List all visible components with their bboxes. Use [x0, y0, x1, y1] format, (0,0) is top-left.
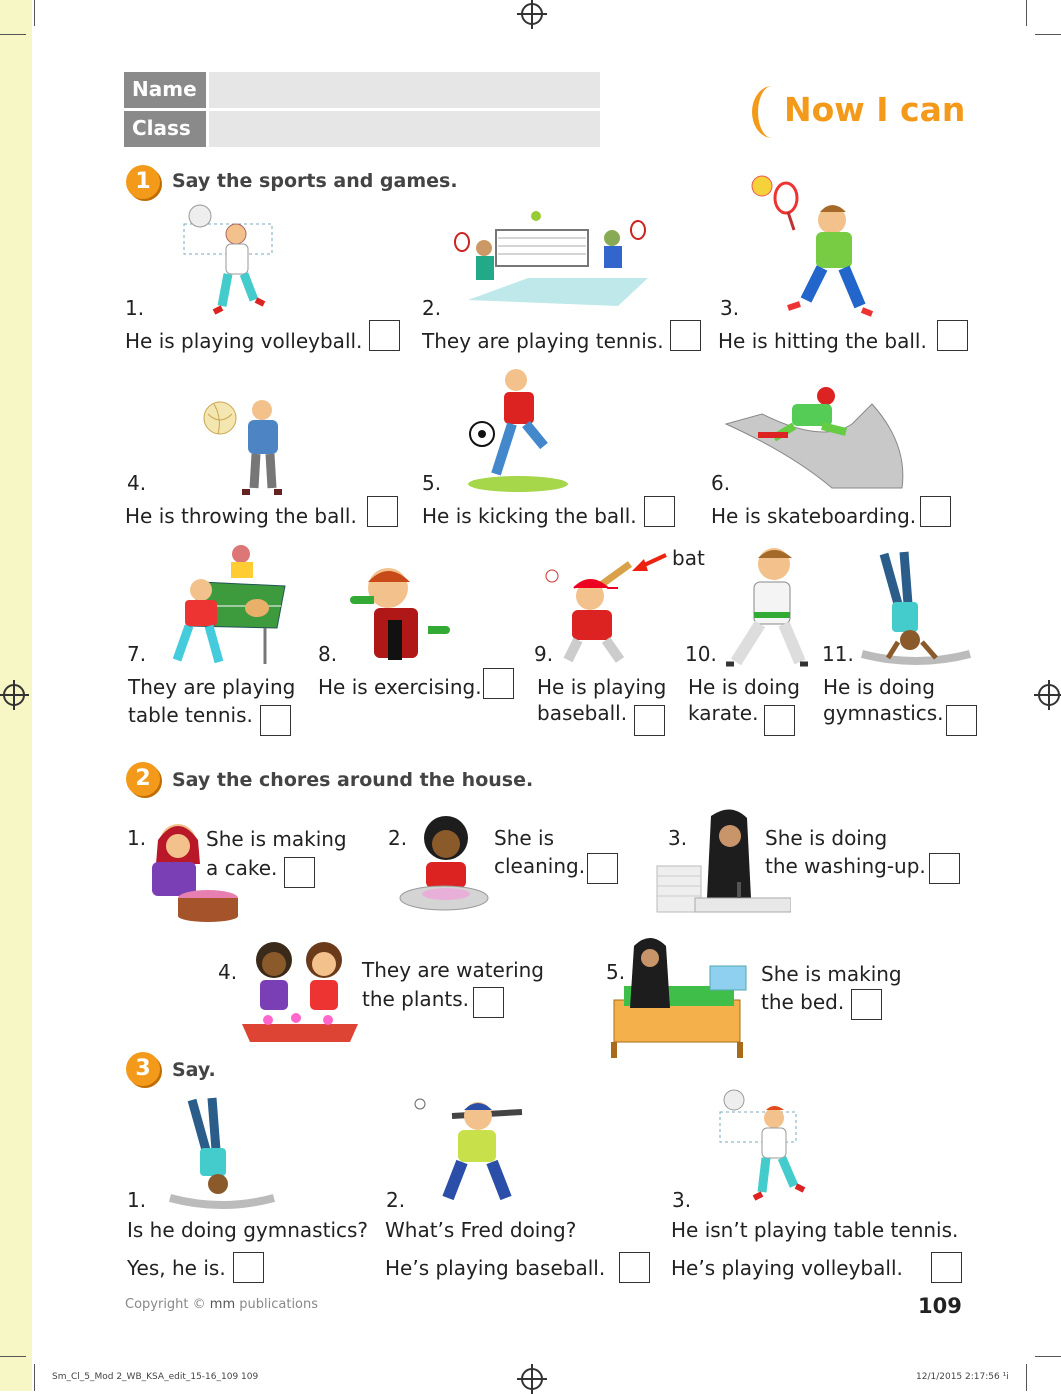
skateboarder-illustration — [722, 384, 912, 496]
s2-item-3-line1: She is doing — [765, 826, 888, 850]
s3-item-1-answer: Yes, he is. — [127, 1256, 226, 1280]
s2-item-4-checkbox[interactable] — [473, 987, 504, 1018]
boy-kicking-ball-illustration — [462, 366, 572, 494]
s2-item-2-line1: She is — [494, 826, 555, 850]
fred-baseball-illustration — [412, 1094, 526, 1210]
s2-item-2-number: 2. — [388, 826, 408, 850]
boy-hitting-ball-illustration — [750, 172, 890, 322]
s2-item-3-number: 3. — [668, 826, 688, 850]
gymnast-illustration — [858, 544, 974, 668]
crop-mark — [0, 34, 26, 35]
s1-item-10-number: 10. — [685, 642, 717, 666]
s3-item-2-answer: He’s playing baseball. — [385, 1256, 606, 1280]
s2-item-5-line1: She is making — [761, 962, 902, 986]
girl-making-bed-illustration — [610, 934, 754, 1060]
registration-mark — [3, 684, 25, 706]
s1-item-6-number: 6. — [711, 471, 731, 495]
s3-item-1-number: 1. — [127, 1188, 147, 1212]
volleyball-player-illustration — [716, 1088, 812, 1206]
s1-item-2-checkbox[interactable] — [670, 320, 701, 351]
s1-item-5-number: 5. — [422, 471, 442, 495]
s1-item-10-line1: He is doing — [688, 675, 800, 699]
s3-item-2-question: What’s Fred doing? — [385, 1218, 577, 1242]
section-2-number: 2 — [126, 762, 160, 796]
now-i-can-title: Now I can — [784, 90, 966, 129]
copyright-suffix: publications — [239, 1297, 319, 1312]
s3-item-1-question: Is he doing gymnastics? — [127, 1218, 369, 1242]
s1-item-5-text: He is kicking the ball. — [422, 504, 637, 528]
page-number: 109 — [918, 1294, 962, 1318]
s1-item-6-checkbox[interactable] — [920, 496, 951, 527]
s1-item-7-line1: They are playing — [128, 675, 296, 699]
crop-mark — [1035, 34, 1061, 35]
s1-item-8-number: 8. — [318, 642, 338, 666]
s1-item-11-number: 11. — [822, 642, 854, 666]
s1-item-2-text: They are playing tennis. — [422, 329, 664, 353]
s2-item-1-line2: a cake. — [206, 856, 278, 880]
s3-item-3-answer: He’s playing volleyball. — [671, 1256, 903, 1280]
name-input[interactable] — [209, 72, 600, 108]
boy-exercising-illustration — [344, 560, 450, 668]
slug-left: Sm_Cl_5_Mod 2_WB_KSA_edit_15-16_109 109 — [52, 1372, 259, 1382]
s1-item-3-number: 3. — [720, 296, 740, 320]
section-1-number: 1 — [126, 165, 160, 199]
crop-mark — [1026, 1364, 1027, 1391]
copyright-brand: mm — [209, 1297, 236, 1312]
s1-item-4-number: 4. — [127, 471, 147, 495]
class-field — [124, 111, 600, 147]
baseball-player-illustration — [540, 560, 644, 664]
s3-item-2-number: 2. — [386, 1188, 406, 1212]
s1-item-9-number: 9. — [534, 642, 554, 666]
s2-item-1-line1: She is making — [206, 827, 347, 851]
slug-right: 12/1/2015 2:17:56 ¹i — [916, 1372, 1009, 1382]
s2-item-2-line2: cleaning. — [494, 854, 586, 878]
karate-boy-illustration — [720, 542, 810, 672]
name-field — [124, 72, 600, 108]
s1-item-5-checkbox[interactable] — [644, 496, 675, 527]
s2-item-4-number: 4. — [218, 960, 238, 984]
section-2-title: Say the chores around the house. — [172, 769, 534, 791]
section-3-title: Say. — [172, 1059, 216, 1081]
s3-item-2-checkbox[interactable] — [619, 1252, 650, 1283]
volleyball-player-illustration — [178, 202, 278, 318]
s1-item-4-checkbox[interactable] — [367, 496, 398, 527]
s2-item-1-number: 1. — [127, 826, 147, 850]
registration-mark — [521, 1368, 543, 1390]
class-label: Class — [124, 111, 206, 147]
gymnast-illustration — [166, 1094, 278, 1212]
s1-item-11-line2: gymnastics. — [823, 701, 944, 725]
registration-mark — [1038, 684, 1060, 706]
s1-item-7-number: 7. — [127, 642, 147, 666]
s3-item-3-checkbox[interactable] — [931, 1252, 962, 1283]
section-3-number: 3 — [126, 1052, 160, 1086]
section-1-title: Say the sports and games. — [172, 170, 458, 192]
s2-item-3-line2: the washing-up. — [765, 854, 926, 878]
s2-item-5-number: 5. — [606, 960, 626, 984]
girl-cleaning-illustration — [398, 812, 494, 912]
s1-item-2-number: 2. — [422, 296, 442, 320]
copyright — [125, 1297, 318, 1312]
s1-item-1-checkbox[interactable] — [369, 320, 400, 351]
s2-item-1-checkbox[interactable] — [284, 857, 315, 888]
crop-mark — [34, 1364, 35, 1391]
s2-item-4-line2: the plants. — [362, 987, 469, 1011]
s2-item-3-checkbox[interactable] — [929, 853, 960, 884]
s3-item-1-checkbox[interactable] — [233, 1252, 264, 1283]
registration-mark — [521, 3, 543, 25]
s1-item-3-checkbox[interactable] — [937, 320, 968, 351]
s1-item-11-checkbox[interactable] — [946, 705, 977, 736]
now-i-can-badge — [752, 84, 982, 144]
copyright-prefix: Copyright © — [125, 1297, 206, 1312]
s2-item-2-checkbox[interactable] — [587, 853, 618, 884]
s1-item-7-checkbox[interactable] — [260, 705, 291, 736]
s1-item-3-text: He is hitting the ball. — [718, 329, 927, 353]
s2-item-5-checkbox[interactable] — [851, 989, 882, 1020]
s2-item-4-line1: They are watering — [362, 958, 545, 982]
s1-item-4-text: He is throwing the ball. — [125, 504, 357, 528]
class-input[interactable] — [209, 111, 600, 147]
s1-item-8-text: He is exercising. — [318, 675, 482, 699]
boy-throwing-ball-illustration — [200, 396, 295, 498]
s1-item-9-line1: He is playing — [537, 675, 667, 699]
s1-item-11-line1: He is doing — [823, 675, 935, 699]
s1-item-1-text: He is playing volleyball. — [125, 329, 363, 353]
s2-item-5-line2: the bed. — [761, 990, 845, 1014]
crop-mark — [1035, 1356, 1061, 1357]
crop-mark — [1026, 0, 1027, 26]
s1-item-1-number: 1. — [125, 296, 145, 320]
s1-item-9-checkbox[interactable] — [634, 705, 665, 736]
table-tennis-illustration — [165, 542, 289, 670]
s3-item-3-question: He isn’t playing table tennis. — [671, 1218, 959, 1242]
name-label: Name — [124, 72, 206, 108]
s1-item-6-text: He is skateboarding. — [711, 504, 917, 528]
s1-item-9-line2: baseball. — [537, 701, 628, 725]
s1-item-10-checkbox[interactable] — [764, 705, 795, 736]
s1-item-10-line2: karate. — [688, 701, 759, 725]
girls-watering-plants-illustration — [238, 936, 362, 1046]
arrow-icon — [630, 551, 668, 573]
crop-mark — [34, 0, 35, 26]
tennis-players-illustration — [448, 208, 658, 312]
crop-mark — [0, 1356, 26, 1357]
s1-item-8-checkbox[interactable] — [483, 668, 514, 699]
s3-item-3-number: 3. — [672, 1188, 692, 1212]
bat-label: bat — [672, 546, 705, 570]
s1-item-7-line2: table tennis. — [128, 703, 253, 727]
